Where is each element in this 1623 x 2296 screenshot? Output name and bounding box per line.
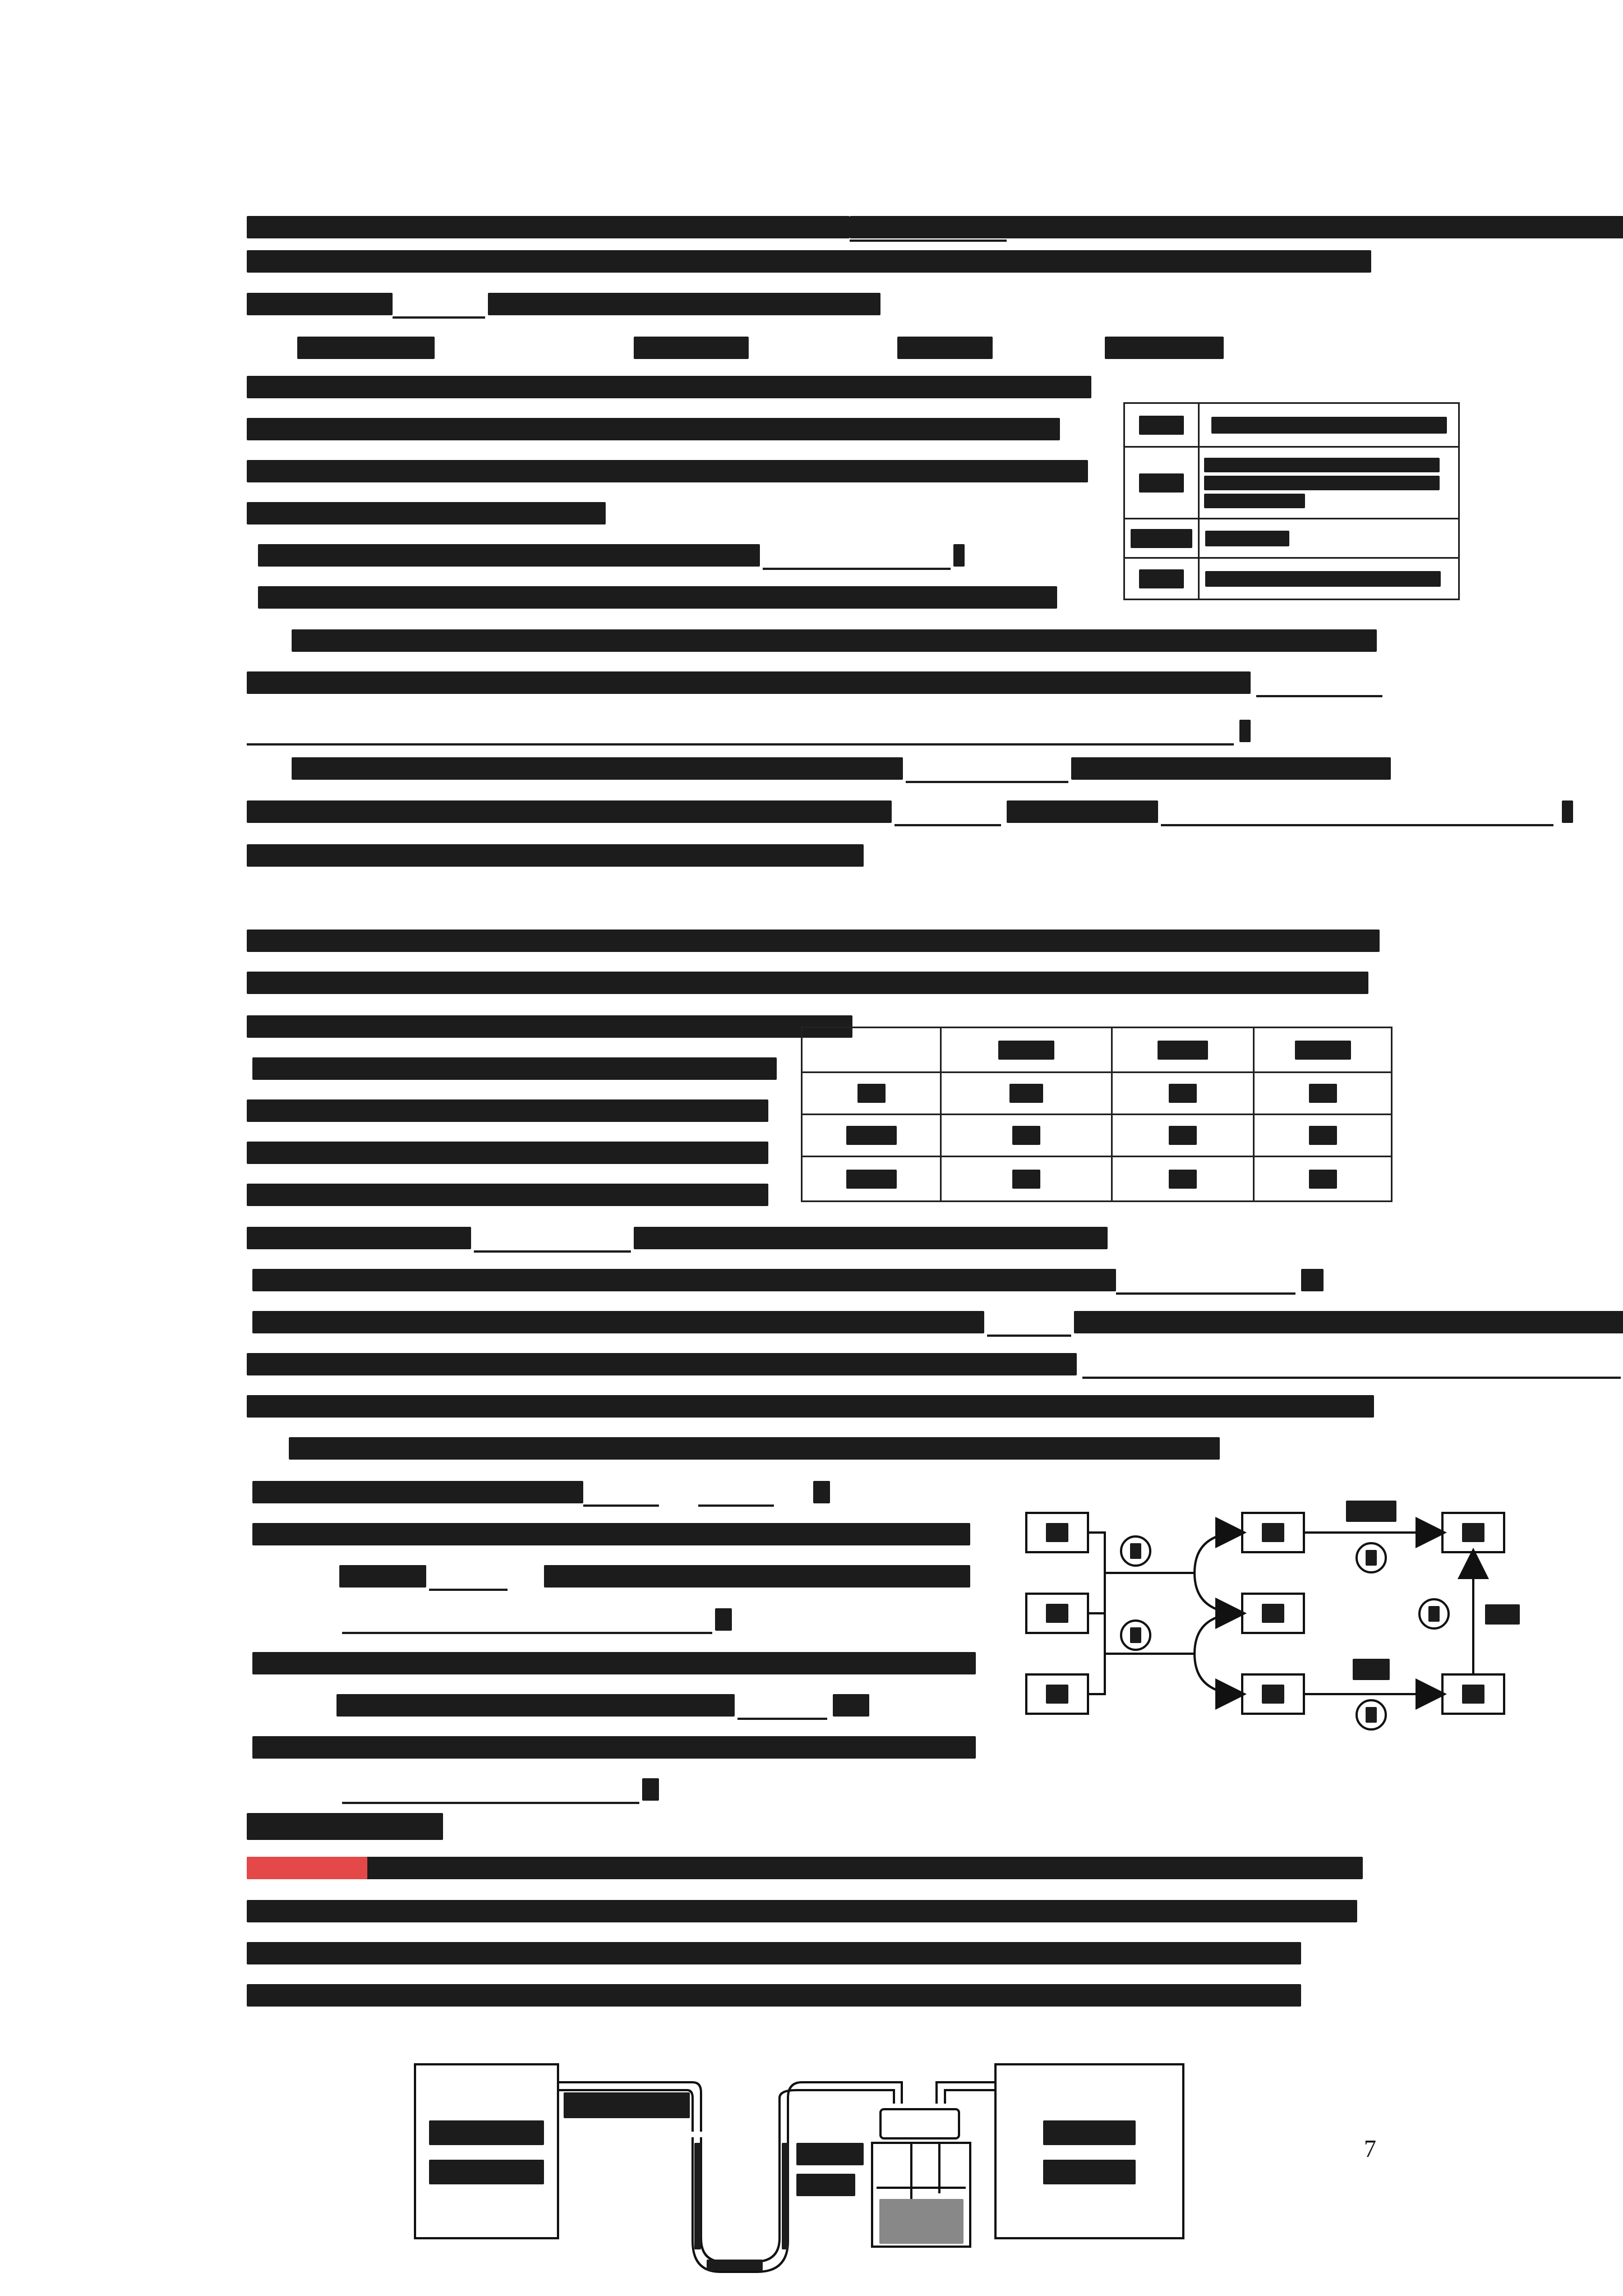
text-placeholder bbox=[247, 1857, 1363, 1879]
text-placeholder bbox=[292, 629, 1377, 652]
text-placeholder bbox=[715, 1608, 732, 1631]
text-placeholder bbox=[297, 337, 435, 359]
answer-blank bbox=[393, 316, 485, 319]
text-placeholder bbox=[488, 293, 880, 315]
text-placeholder bbox=[258, 544, 760, 567]
text-placeholder bbox=[247, 216, 850, 238]
text-placeholder bbox=[292, 757, 903, 780]
text-line-q16-4a bbox=[247, 250, 1368, 273]
text-placeholder bbox=[833, 1694, 869, 1717]
answer-blank bbox=[906, 781, 1068, 783]
answer-blank bbox=[850, 240, 1007, 242]
product-label-table bbox=[1123, 402, 1460, 600]
text-placeholder bbox=[813, 1481, 830, 1503]
text-placeholder bbox=[247, 1227, 471, 1249]
text-placeholder bbox=[247, 800, 892, 823]
text-line-q18-10 bbox=[247, 1311, 1368, 1333]
text-placeholder bbox=[1007, 800, 1158, 823]
text-line-q17-9 bbox=[247, 720, 1368, 742]
apparatus-diagram bbox=[409, 2059, 1195, 2296]
text-placeholder bbox=[247, 844, 864, 867]
text-placeholder bbox=[247, 418, 1060, 440]
text-placeholder bbox=[247, 293, 393, 315]
text-line-q16-4b bbox=[247, 293, 1368, 315]
answer-blank bbox=[1256, 695, 1382, 697]
text-placeholder bbox=[634, 337, 749, 359]
text-placeholder bbox=[336, 1694, 735, 1717]
page-number: 7 bbox=[1364, 2135, 1376, 2162]
answer-blank bbox=[763, 568, 951, 570]
source-tag bbox=[247, 1857, 367, 1879]
text-placeholder bbox=[252, 1523, 970, 1545]
text-placeholder bbox=[247, 1984, 1301, 2007]
answer-blank bbox=[1082, 1377, 1621, 1379]
text-placeholder bbox=[247, 250, 1371, 273]
text-line-q19-2 bbox=[247, 1437, 1368, 1460]
text-line-q17-1 bbox=[247, 376, 1368, 398]
text-line-q16-3 bbox=[247, 216, 1368, 238]
answer-blank bbox=[1116, 1292, 1295, 1295]
answer-blank bbox=[987, 1335, 1071, 1337]
text-placeholder bbox=[1074, 1311, 1623, 1333]
text-line-q17-8 bbox=[247, 671, 1368, 694]
text-placeholder bbox=[1239, 720, 1251, 742]
text-placeholder bbox=[544, 1565, 970, 1588]
text-line-q18-9 bbox=[247, 1269, 1368, 1291]
text-line-q19-10 bbox=[247, 1778, 1368, 1801]
text-line-q18-8 bbox=[247, 1227, 1368, 1249]
text-line-q18-2 bbox=[247, 972, 1368, 994]
text-placeholder bbox=[252, 1736, 976, 1759]
answer-blank bbox=[247, 743, 1234, 746]
text-line-q18-1 bbox=[247, 930, 1368, 952]
answer-blank bbox=[1161, 824, 1553, 826]
text-line-q20-2 bbox=[247, 1900, 1368, 1922]
text-placeholder bbox=[642, 1778, 659, 1801]
text-placeholder bbox=[247, 1900, 1357, 1922]
answer-blank bbox=[583, 1504, 659, 1507]
answer-blank bbox=[429, 1589, 508, 1591]
text-line-q19-1 bbox=[247, 1395, 1368, 1418]
text-placeholder bbox=[247, 460, 1088, 482]
text-placeholder bbox=[289, 1437, 1220, 1460]
text-placeholder bbox=[1105, 337, 1224, 359]
text-placeholder bbox=[247, 1099, 768, 1122]
text-placeholder bbox=[252, 1481, 583, 1503]
text-placeholder bbox=[247, 972, 1368, 994]
text-placeholder bbox=[252, 1269, 1116, 1291]
text-line-q17-7 bbox=[247, 629, 1368, 652]
text-line-q16-options bbox=[247, 337, 1368, 359]
text-placeholder bbox=[252, 1057, 777, 1080]
answer-blank bbox=[737, 1718, 827, 1720]
text-placeholder bbox=[339, 1565, 426, 1588]
text-line-q17-11 bbox=[247, 800, 1368, 823]
text-line-q17-10 bbox=[247, 757, 1368, 780]
text-placeholder bbox=[247, 1184, 768, 1206]
text-placeholder bbox=[897, 337, 993, 359]
text-placeholder bbox=[247, 930, 1380, 952]
text-placeholder bbox=[247, 376, 1091, 398]
text-placeholder bbox=[252, 1311, 984, 1333]
reaction-flow-diagram bbox=[1009, 1484, 1542, 1742]
text-placeholder bbox=[258, 586, 1057, 609]
text-line-q20-3 bbox=[247, 1942, 1368, 1964]
text-line-q20-1 bbox=[247, 1857, 1368, 1879]
text-line-q20-4 bbox=[247, 1984, 1368, 2007]
text-placeholder bbox=[1562, 800, 1573, 823]
text-line-q18-11 bbox=[247, 1353, 1368, 1375]
text-placeholder bbox=[1301, 1269, 1324, 1291]
text-placeholder bbox=[247, 1942, 1301, 1964]
text-placeholder bbox=[247, 502, 606, 524]
text-placeholder bbox=[247, 1353, 1077, 1375]
answer-blank bbox=[342, 1632, 712, 1634]
answer-blank bbox=[698, 1504, 774, 1507]
text-placeholder bbox=[247, 1015, 852, 1038]
text-placeholder bbox=[953, 544, 965, 567]
text-placeholder bbox=[634, 1227, 1108, 1249]
text-placeholder bbox=[1071, 757, 1391, 780]
solubility-table bbox=[801, 1027, 1393, 1202]
text-placeholder bbox=[252, 1652, 976, 1674]
text-placeholder bbox=[247, 1395, 1374, 1418]
text-line-q17-12 bbox=[247, 844, 1368, 867]
text-placeholder bbox=[247, 671, 1251, 694]
answer-blank bbox=[474, 1250, 631, 1253]
text-placeholder bbox=[247, 1142, 768, 1164]
answer-blank bbox=[342, 1802, 639, 1804]
text-placeholder bbox=[965, 216, 1623, 238]
answer-blank bbox=[895, 824, 1001, 826]
